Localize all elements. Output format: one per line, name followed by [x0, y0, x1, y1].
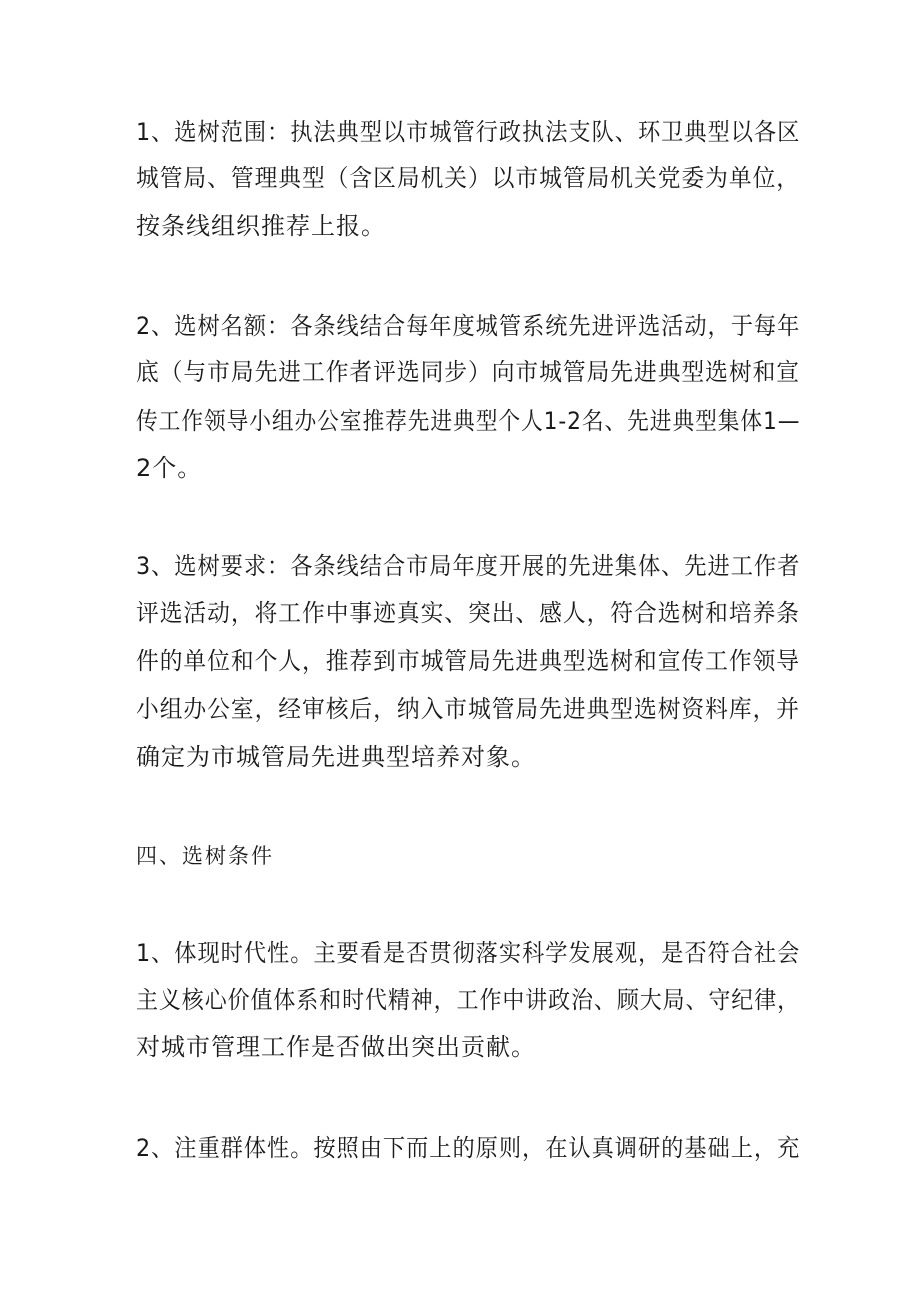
- text-line: 1、选树范围：执法典型以市城管行政执法支队、环卫典型以各区: [136, 118, 801, 146]
- text-line: 3、选树要求：各条线结合市局年度开展的先进集体、先进工作者: [136, 552, 801, 580]
- text-line: 件的单位和个人，推荐到市城管局先进典型选树和宣传工作领导: [136, 647, 800, 675]
- text-line: 确定为市城管局先进典型培养对象。: [136, 743, 536, 771]
- text-line: 1、体现时代性。主要看是否贯彻落实科学发展观，是否符合社会: [136, 939, 801, 967]
- text-line: 按条线组织推荐上报。: [136, 212, 386, 240]
- text-line: 2、选树名额：各条线结合每年度城管系统先进评选活动，于每年: [136, 312, 801, 340]
- text-line: 主义核心价值体系和时代精神，工作中讲政治、顾大局、守纪律，: [136, 986, 800, 1014]
- section-title: 四、选树条件: [136, 844, 274, 868]
- text-line: 城管局、管理典型（含区局机关）以市城管局机关党委为单位，: [136, 164, 800, 192]
- text-line: 2个。: [136, 454, 203, 482]
- text-line: 对城市管理工作是否做出突出贡献。: [136, 1033, 536, 1061]
- text-line: 评选活动，将工作中事迹真实、突出、感人，符合选树和培养条: [136, 599, 800, 627]
- text-line: 小组办公室，经审核后，纳入市城管局先进典型选树资料库，并: [136, 695, 800, 723]
- text-line: 2、注重群体性。按照由下而上的原则，在认真调研的基础上，充: [136, 1134, 801, 1162]
- text-line: 传工作领导小组办公室推荐先进典型个人1-2名、先进典型集体1—: [136, 407, 801, 435]
- text-line: 底（与市局先进工作者评选同步）向市城管局先进典型选树和宣: [136, 358, 800, 386]
